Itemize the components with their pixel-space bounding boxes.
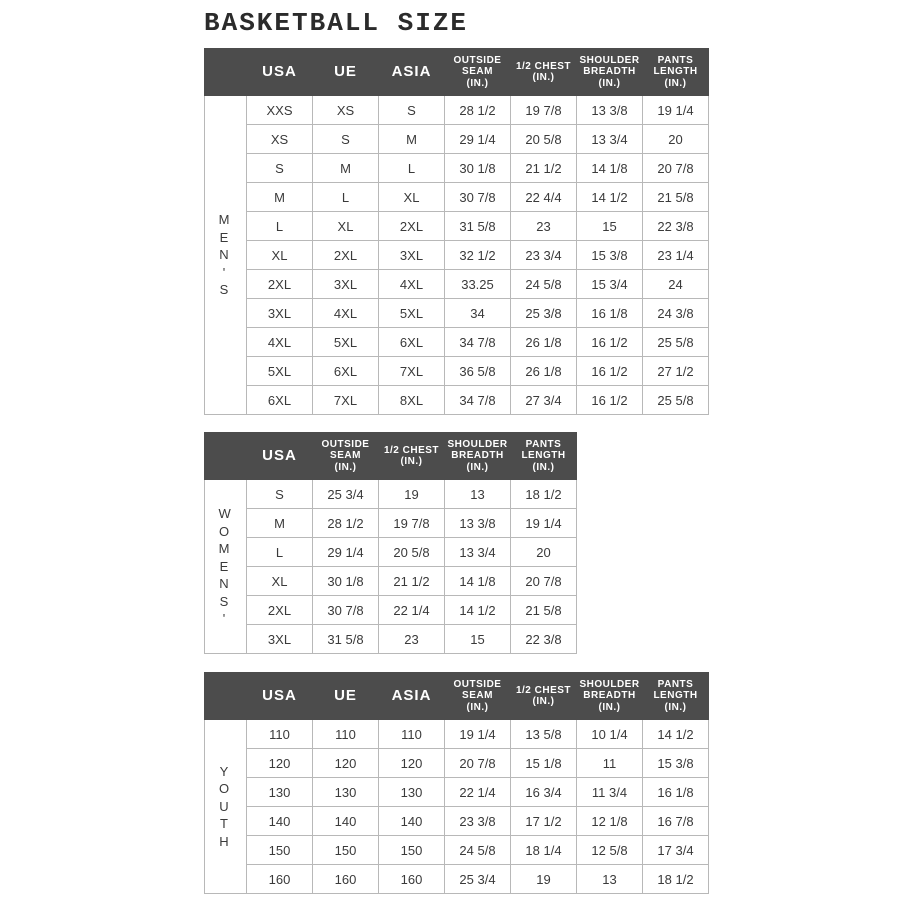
table-cell: 160 [313,865,379,894]
table-cell: 20 7/8 [511,567,577,596]
table-cell: XL [379,183,445,212]
table-cell: 5XL [313,328,379,357]
table-row [205,509,577,538]
table-cell: S [379,96,445,125]
table-cell: M [313,154,379,183]
column-header-line1: SHOULDER BREADTH [579,678,640,702]
table-cell: 2XL [247,596,313,625]
table-row [205,567,577,596]
table-cell: 10 1/4 [577,720,643,749]
table-cell: 150 [247,836,313,865]
table-row [205,386,709,415]
column-header [313,673,379,720]
column-header-line1: PANTS LENGTH [521,438,566,462]
table-row [205,96,709,125]
column-header [445,433,511,480]
table-cell: 150 [379,836,445,865]
table-cell: 14 1/2 [577,183,643,212]
table-cell: 3XL [247,625,313,654]
table-cell: 21 1/2 [379,567,445,596]
table-cell: 110 [247,720,313,749]
table-row [205,865,709,894]
table-cell: 2XL [313,241,379,270]
table-cell: 30 7/8 [445,183,511,212]
table-cell: 2XL [247,270,313,299]
table-cell: 22 1/4 [379,596,445,625]
table-cell: 22 3/8 [511,625,577,654]
table-cell: 32 1/2 [445,241,511,270]
column-header [379,673,445,720]
table-cell: 14 1/2 [643,720,709,749]
column-header [247,49,313,96]
table-cell: 13 3/4 [445,538,511,567]
table-cell: 30 1/8 [313,567,379,596]
table-cell: 110 [379,720,445,749]
table-cell: 15 1/8 [511,749,577,778]
table-cell: 20 7/8 [445,749,511,778]
column-header [247,673,313,720]
table-cell: M [379,125,445,154]
table-cell: 33.25 [445,270,511,299]
table-row [205,480,577,509]
column-header-line1: OUTSIDE SEAM [453,54,502,78]
column-header [379,433,445,480]
table-cell: 120 [379,749,445,778]
table-corner-cell [205,433,247,480]
table-cell: 24 [643,270,709,299]
table-cell: 130 [313,778,379,807]
table-cell: 150 [313,836,379,865]
table-corner-cell [205,49,247,96]
table-cell: XXS [247,96,313,125]
table-cell: XS [313,96,379,125]
table-cell: M [247,183,313,212]
table-cell: 23 3/8 [445,807,511,836]
table-cell: 3XL [247,299,313,328]
table-cell: 18 1/2 [511,480,577,509]
column-header-line1: ASIA [391,687,432,705]
column-header-line1: USA [262,63,297,81]
table-cell: 29 1/4 [445,125,511,154]
table-row [205,299,709,328]
table-row [205,538,577,567]
table-cell: 36 5/8 [445,357,511,386]
column-header-line2: (IN.) [466,77,489,89]
table-cell: 19 1/4 [511,509,577,538]
table-row [205,625,577,654]
youth-size-table [204,672,709,894]
table-cell: 11 [577,749,643,778]
table-cell: 140 [247,807,313,836]
column-header [577,49,643,96]
table-cell: 17 3/4 [643,836,709,865]
table-row [205,125,709,154]
table-cell: XS [247,125,313,154]
table-cell: 34 7/8 [445,328,511,357]
column-header-line1: SHOULDER BREADTH [579,54,640,78]
table-cell: 25 3/8 [511,299,577,328]
table-cell: 140 [313,807,379,836]
table-cell: 15 3/8 [577,241,643,270]
column-header [445,673,511,720]
column-header-line1: SHOULDER BREADTH [447,438,508,462]
column-header [643,673,709,720]
table-cell: 16 1/2 [577,386,643,415]
table-cell: XL [313,212,379,241]
column-header-line2: (IN.) [466,701,489,713]
table-cell: 31 5/8 [313,625,379,654]
table-cell: 120 [247,749,313,778]
table-cell: 16 3/4 [511,778,577,807]
table-cell: 20 7/8 [643,154,709,183]
table-cell: 13 3/8 [577,96,643,125]
column-header [247,433,313,480]
table-cell: 19 [511,865,577,894]
table-cell: 2XL [379,212,445,241]
table-cell: 110 [313,720,379,749]
table-cell: 28 1/2 [445,96,511,125]
table-cell: L [313,183,379,212]
table-cell: XL [247,241,313,270]
table-cell: XL [247,567,313,596]
table-cell: 23 1/4 [643,241,709,270]
table-cell: 7XL [313,386,379,415]
table-cell: 23 [379,625,445,654]
table-row [205,720,709,749]
column-header-line1: ASIA [391,63,432,81]
table-cell: 26 1/8 [511,328,577,357]
column-header [643,49,709,96]
column-header-line1: 1/2 CHEST [515,60,572,72]
table-cell: 31 5/8 [445,212,511,241]
table-row [205,154,709,183]
table-cell: 13 3/8 [445,509,511,538]
table-cell: 7XL [379,357,445,386]
table-cell: 16 7/8 [643,807,709,836]
table-cell: S [247,154,313,183]
column-header-line1: OUTSIDE SEAM [453,678,502,702]
table-cell: 26 1/8 [511,357,577,386]
column-header [313,49,379,96]
table-cell: 13 3/4 [577,125,643,154]
column-header-line2: (IN.) [400,456,423,467]
table-row [205,241,709,270]
table-cell: 24 5/8 [445,836,511,865]
table-row [205,596,577,625]
table-cell: L [379,154,445,183]
table-cell: 14 1/8 [445,567,511,596]
table-cell: 17 1/2 [511,807,577,836]
column-header-line1: 1/2 CHEST [515,684,572,696]
table-cell: 23 [511,212,577,241]
table-cell: 13 [577,865,643,894]
column-header-line1: USA [262,687,297,705]
table-cell: M [247,509,313,538]
table-cell: 20 [511,538,577,567]
table-cell: 22 4/4 [511,183,577,212]
table-cell: 23 3/4 [511,241,577,270]
table-cell: 6XL [247,386,313,415]
table-cell: 19 [379,480,445,509]
table-cell: 21 1/2 [511,154,577,183]
table-cell: 16 1/8 [643,778,709,807]
page-title: BASKETBALL SIZE [204,8,469,38]
table-cell: 34 7/8 [445,386,511,415]
table-cell: 14 1/8 [577,154,643,183]
table-cell: 3XL [379,241,445,270]
row-group-label: YOUTH [205,720,247,894]
table-cell: 21 5/8 [643,183,709,212]
mens-size-table [204,48,709,415]
table-row [205,357,709,386]
table-row [205,270,709,299]
table-cell: 25 5/8 [643,328,709,357]
column-header [577,673,643,720]
table-cell: 6XL [313,357,379,386]
column-header-line1: OUTSIDE SEAM [321,438,370,462]
table-cell: 18 1/2 [643,865,709,894]
table-row [205,183,709,212]
table-cell: 16 1/2 [577,328,643,357]
table-cell: 13 [445,480,511,509]
table-cell: 12 1/8 [577,807,643,836]
column-header-line1: UE [334,687,357,705]
table-row [205,807,709,836]
table-cell: 12 5/8 [577,836,643,865]
table-cell: 130 [247,778,313,807]
column-header-line2: (IN.) [664,701,687,713]
column-header [511,49,577,96]
column-header [511,433,577,480]
table-cell: 24 5/8 [511,270,577,299]
table-cell: S [313,125,379,154]
table-cell: 25 3/4 [445,865,511,894]
table-cell: 6XL [379,328,445,357]
table-cell: 22 3/8 [643,212,709,241]
column-header [511,673,577,720]
column-header-line1: PANTS LENGTH [653,54,698,78]
table-cell: 15 3/4 [577,270,643,299]
table-cell: 3XL [313,270,379,299]
table-cell: 5XL [247,357,313,386]
column-header-line1: PANTS LENGTH [653,678,698,702]
table-cell: 34 [445,299,511,328]
table-cell: 20 [643,125,709,154]
table-row [205,836,709,865]
table-cell: 29 1/4 [313,538,379,567]
table-cell: S [247,480,313,509]
table-cell: 4XL [379,270,445,299]
table-cell: 24 3/8 [643,299,709,328]
table-cell: 160 [247,865,313,894]
column-header-line2: (IN.) [466,461,489,473]
column-header-line2: (IN.) [532,696,555,707]
table-cell: 30 7/8 [313,596,379,625]
column-header-line1: UE [334,63,357,81]
column-header-line2: (IN.) [532,72,555,83]
column-header-line2: (IN.) [334,461,357,473]
table-cell: 130 [379,778,445,807]
table-cell: 19 7/8 [511,96,577,125]
table-cell: 13 5/8 [511,720,577,749]
column-header-line1: USA [262,447,297,465]
table-cell: 22 1/4 [445,778,511,807]
table-cell: 16 1/8 [577,299,643,328]
table-cell: 4XL [313,299,379,328]
table-cell: 25 5/8 [643,386,709,415]
table-cell: 140 [379,807,445,836]
table-cell: 120 [313,749,379,778]
table-row [205,778,709,807]
column-header-line2: (IN.) [598,701,621,713]
table-cell: 27 3/4 [511,386,577,415]
table-cell: 19 7/8 [379,509,445,538]
table-cell: 20 5/8 [511,125,577,154]
column-header [445,49,511,96]
table-cell: 21 5/8 [511,596,577,625]
table-cell: 27 1/2 [643,357,709,386]
column-header-line2: (IN.) [664,77,687,89]
column-header [313,433,379,480]
table-cell: L [247,538,313,567]
table-cell: L [247,212,313,241]
table-cell: 19 1/4 [643,96,709,125]
table-row [205,212,709,241]
column-header-line2: (IN.) [532,461,555,473]
table-cell: 16 1/2 [577,357,643,386]
table-cell: 8XL [379,386,445,415]
table-cell: 11 3/4 [577,778,643,807]
row-group-label: MEN'S [205,96,247,415]
table-cell: 28 1/2 [313,509,379,538]
womens-size-table [204,432,577,654]
table-row [205,328,709,357]
table-cell: 19 1/4 [445,720,511,749]
table-cell: 160 [379,865,445,894]
table-cell: 30 1/8 [445,154,511,183]
table-cell: 15 [445,625,511,654]
table-cell: 25 3/4 [313,480,379,509]
table-cell: 18 1/4 [511,836,577,865]
table-corner-cell [205,673,247,720]
table-cell: 15 3/8 [643,749,709,778]
row-group-label: WOMENS' [205,480,247,654]
table-cell: 4XL [247,328,313,357]
column-header-line2: (IN.) [598,77,621,89]
table-cell: 14 1/2 [445,596,511,625]
table-cell: 5XL [379,299,445,328]
column-header [379,49,445,96]
column-header-line1: 1/2 CHEST [383,444,440,456]
table-cell: 15 [577,212,643,241]
table-row [205,749,709,778]
table-cell: 20 5/8 [379,538,445,567]
